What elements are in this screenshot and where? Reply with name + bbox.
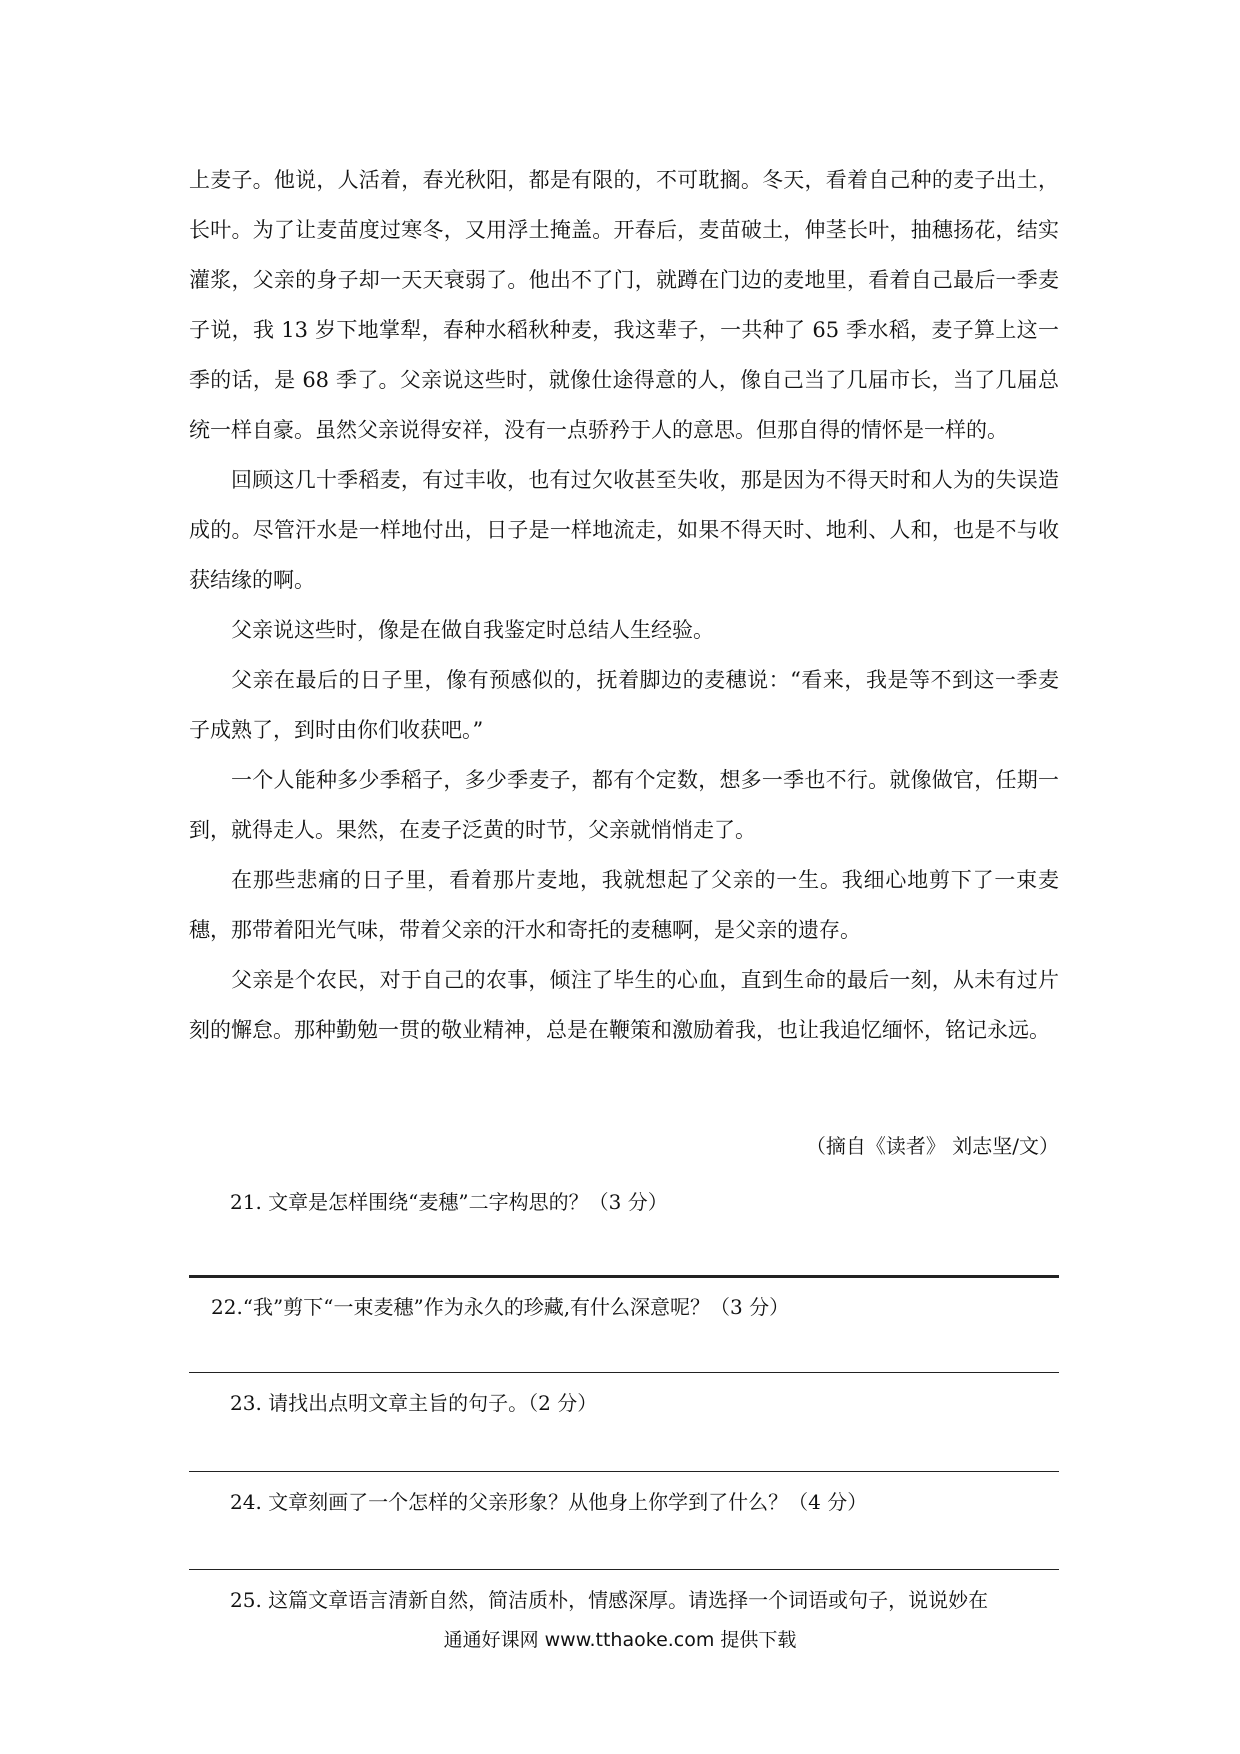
article-paragraph-1: 上麦子。他说，人活着，春光秋阳，都是有限的，不可耽搁。冬天，看着自己种的麦子出土，长叶。为了让麦苗度过寒冬，又用浮土掩盖。开春后，麦苗破土，伸茎长叶，抽穗扬花，结实灌浆，父亲的身子却一天天衰弱了。他出不了门，就蹲在门边的麦地里，看着自己最后一季麦子说，我 13 岁下地掌犁，春种水稻秋种麦，我这辈子，一共种了 65 季水稻，麦子算上这一季的话，是 68 季了。父亲说这些时，就像仕途得意的人，像自己当了几届市长，当了几届总统一样自豪。虽然父亲说得安祥，没有一点骄矜于人的意思。但那自得的情怀是一样的。 xyxy=(189,168,1059,442)
answer-line-23 xyxy=(189,1471,1059,1472)
article-paragraph-4: 父亲在最后的日子里，像有预感似的，抚着脚边的麦穗说：“看来，我是等不到这一季麦子成熟了，到时由你们收获吧。” xyxy=(189,668,1059,742)
article-paragraph-6: 在那些悲痛的日子里，看着那片麦地，我就想起了父亲的一生。我细心地剪下了一束麦穗，那带着阳光气味，带着父亲的汗水和寄托的麦穗啊，是父亲的遗存。 xyxy=(189,868,1059,942)
article-source: （摘自《读者》 刘志坚/文） xyxy=(805,1134,1059,1158)
answer-line-24 xyxy=(189,1569,1059,1570)
article-paragraph-7: 父亲是个农民，对于自己的农事，倾注了毕生的心血，直到生命的最后一刻，从未有过片刻的懈怠。那种勤勉一贯的敬业精神，总是在鞭策和激励着我，也让我追忆缅怀，铭记永远。 xyxy=(189,968,1059,1042)
question-24: 24. 文章刻画了一个怎样的父亲形象？从他身上你学到了什么？（4 分） xyxy=(230,1490,868,1514)
article-paragraph-5: 一个人能种多少季稻子，多少季麦子，都有个定数，想多一季也不行。就像做官，任期一到，就得走人。果然，在麦子泛黄的时节，父亲就悄悄走了。 xyxy=(189,768,1059,842)
question-22: 22.“我”剪下“一束麦穗”作为永久的珍藏,有什么深意呢？（3 分） xyxy=(211,1295,790,1319)
page-footer: 通通好课网 www.tthaoke.com 提供下载 xyxy=(443,1629,797,1651)
article-body xyxy=(189,155,1059,1055)
question-21: 21. 文章是怎样围绕“麦穗”二字构思的？（3 分） xyxy=(230,1190,668,1214)
article-paragraph-2: 回顾这几十季稻麦，有过丰收，也有过欠收甚至失收，那是因为不得天时和人为的失误造成的。尽管汗水是一样地付出，日子是一样地流走，如果不得天时、地利、人和，也是不与收获结缘的啊。 xyxy=(189,468,1059,592)
answer-line-21 xyxy=(189,1275,1059,1278)
question-23: 23. 请找出点明文章主旨的句子。（2 分） xyxy=(230,1391,598,1415)
answer-line-22 xyxy=(189,1372,1059,1373)
question-25: 25. 这篇文章语言清新自然，简洁质朴，情感深厚。请选择一个词语或句子，说说妙在 xyxy=(230,1588,989,1612)
article-paragraph-3: 父亲说这些时，像是在做自我鉴定时总结人生经验。 xyxy=(231,618,714,642)
